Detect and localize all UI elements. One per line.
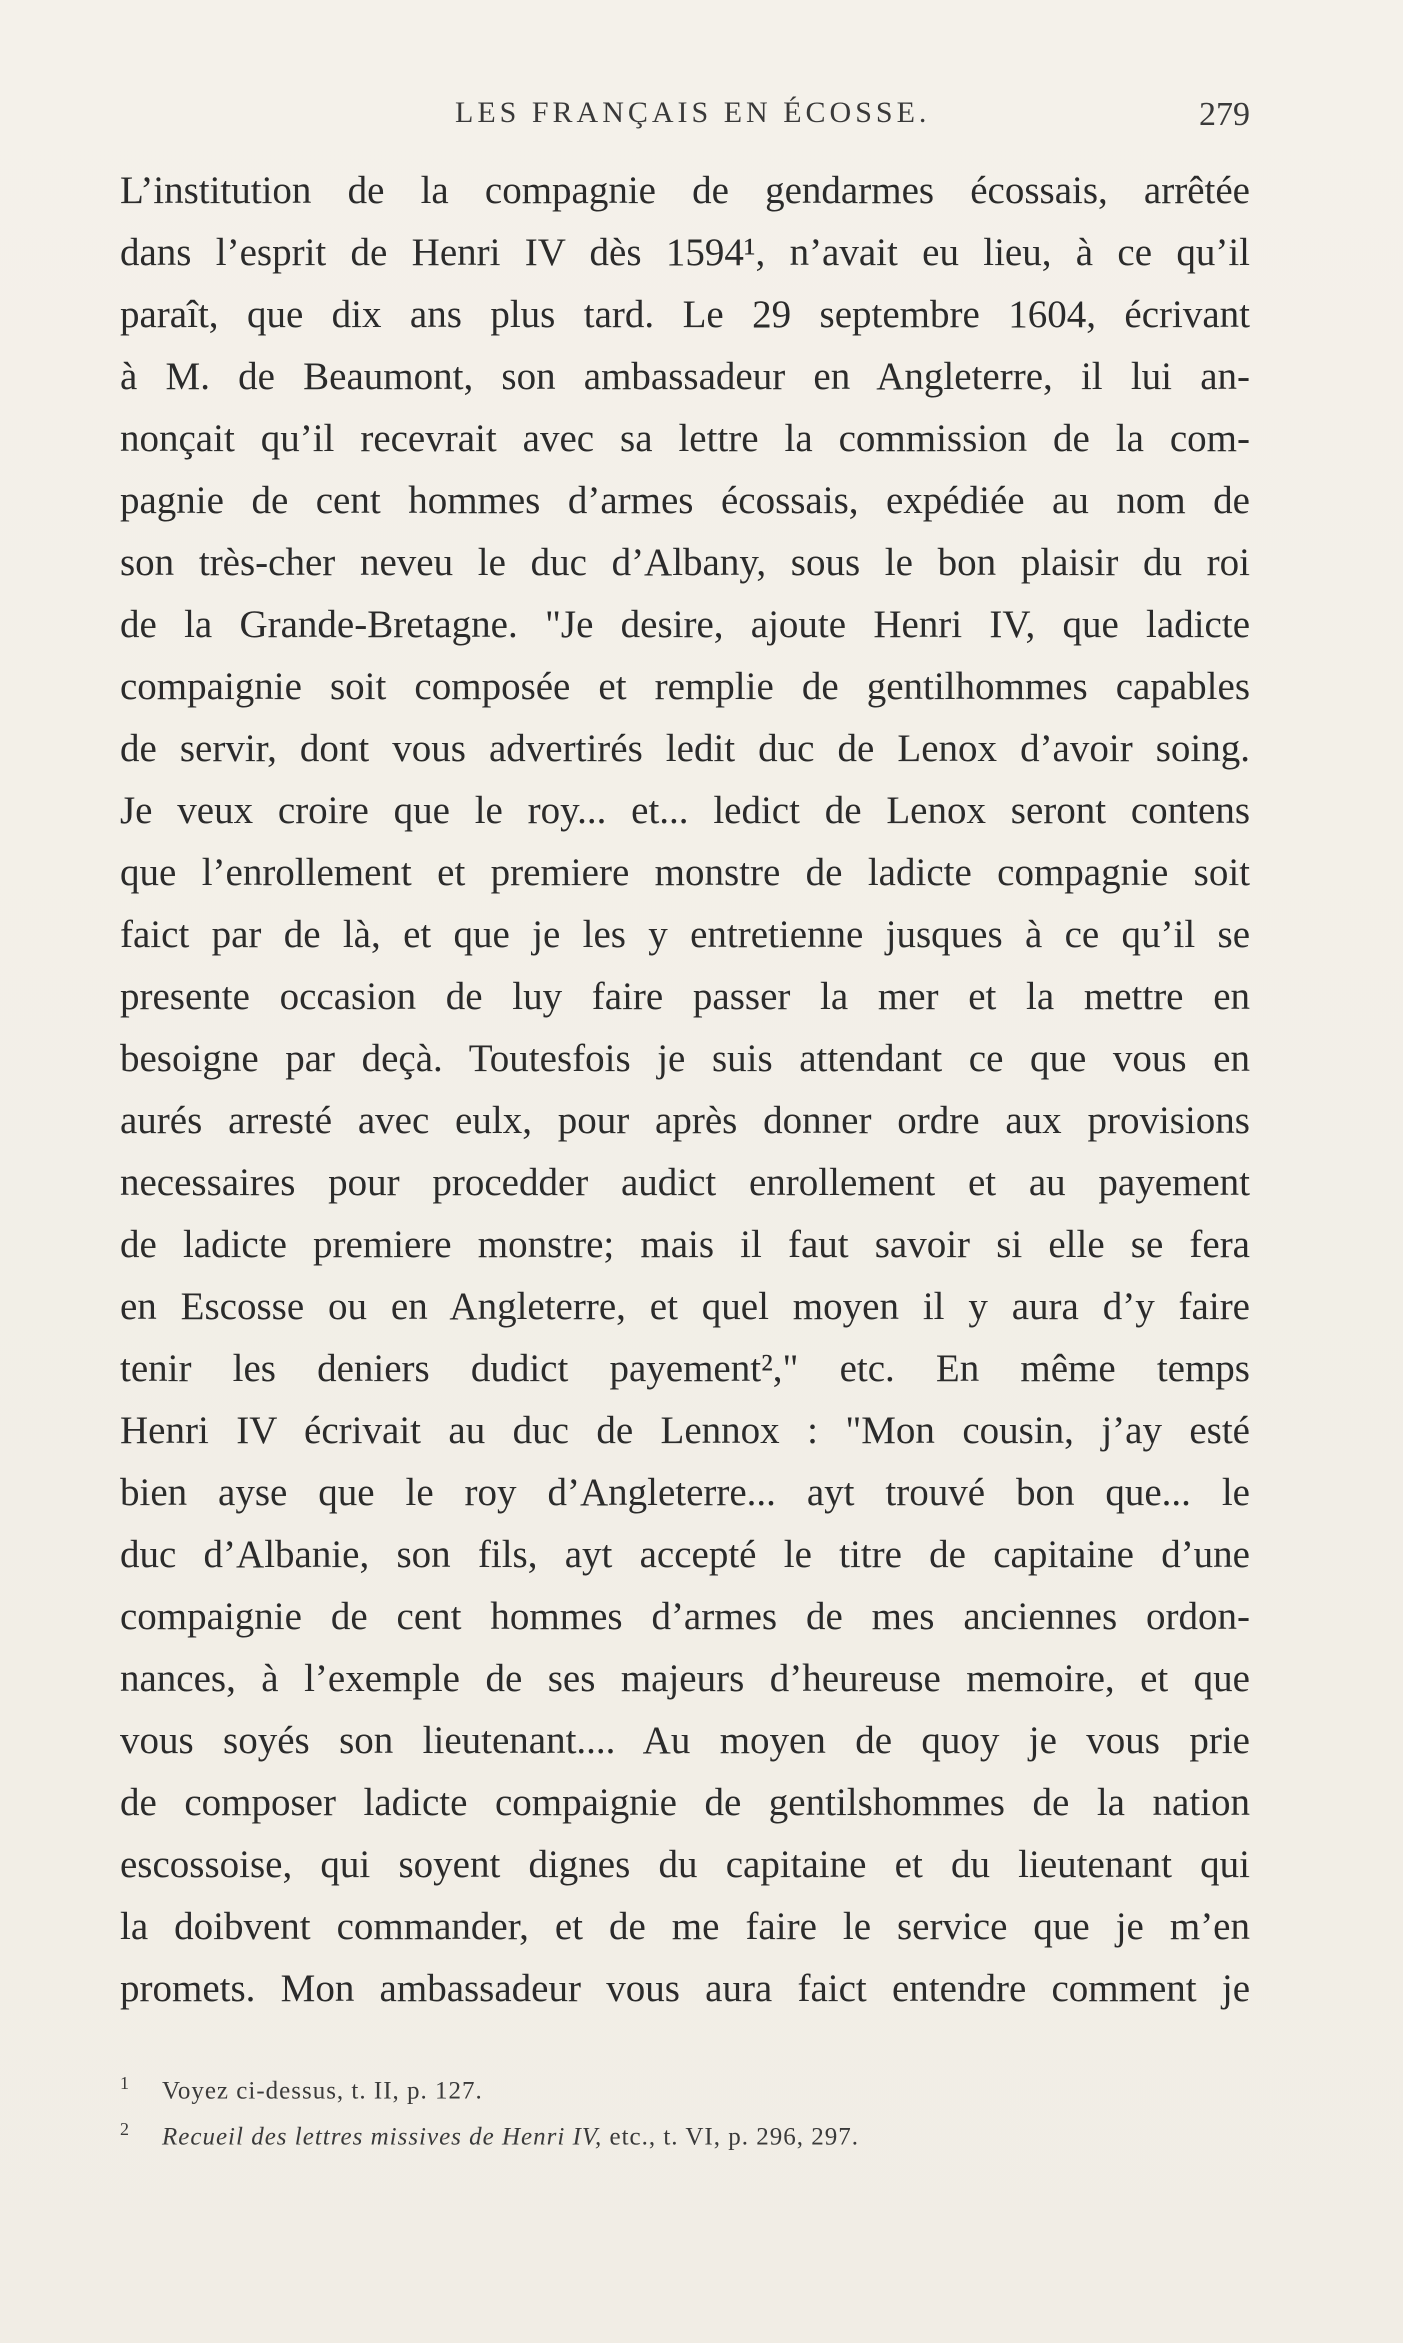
- text-line: presente occasion de luy faire passer la mer et la mettre en: [120, 975, 1250, 1018]
- text-line: aurés arresté avec eulx, pour après donner ordre aux provisions: [120, 1099, 1250, 1142]
- text-line: de servir, dont vous advertirés ledit duc de Lenox d’avoir soing.: [120, 727, 1250, 770]
- footnote-2: [120, 2110, 1250, 2156]
- footnote-mark: 2: [120, 2119, 130, 2140]
- footnotes: [120, 2064, 1250, 2157]
- text-line: compaignie soit composée et remplie de gentilhommes capables: [120, 665, 1250, 708]
- text-line: escossoise, qui soyent dignes du capitaine et du lieutenant qui: [120, 1843, 1250, 1886]
- text-line: nances, à l’exemple de ses majeurs d’heureuse memoire, et que: [120, 1657, 1250, 1700]
- text-line: Henri IV écrivait au duc de Lennox : "Mon cousin, j’ay esté: [120, 1409, 1250, 1452]
- footnote-text: etc., t. VI, p. 296, 297.: [602, 2123, 859, 2151]
- text-line: vous soyés son lieutenant.... Au moyen de quoy je vous prie: [120, 1719, 1250, 1762]
- text-line: paraît, que dix ans plus tard. Le 29 septembre 1604, écrivant: [120, 293, 1250, 336]
- text-line: nonçait qu’il recevrait avec sa lettre la commission de la com-: [120, 417, 1250, 460]
- text-line: à M. de Beaumont, son ambassadeur en Angleterre, il lui an-: [120, 355, 1250, 398]
- footnote-text: Voyez ci-dessus, t. II, p. 127.: [162, 2077, 483, 2105]
- footnote-mark: 1: [120, 2073, 130, 2093]
- text-line: promets. Mon ambassadeur vous aura faict entendre comment je: [120, 1967, 1250, 2010]
- body-text: [120, 160, 1250, 2020]
- text-line: dans l’esprit de Henri IV dès 1594¹, n’avait eu lieu, à ce qu’il: [120, 231, 1250, 274]
- text-line: la doibvent commander, et de me faire le service que je m’en: [120, 1905, 1250, 1948]
- text-line: L’institution de la compagnie de gendarmes écossais, arrêtée: [120, 169, 1250, 212]
- text-line: de ladicte premiere monstre; mais il faut savoir si elle se fera: [120, 1223, 1250, 1266]
- text-line: bien ayse que le roy d’Angleterre... ayt trouvé bon que... le: [120, 1471, 1250, 1514]
- text-line: necessaires pour procedder audict enrollement et au payement: [120, 1161, 1250, 1204]
- text-line: en Escosse ou en Angleterre, et quel moyen il y aura d’y faire: [120, 1285, 1250, 1328]
- text-line: besoigne par deçà. Toutesfois je suis attendant ce que vous en: [120, 1037, 1250, 1080]
- text-line: Je veux croire que le roy... et... ledict de Lenox seront contens: [120, 789, 1250, 832]
- footnote-title: Recueil des lettres missives de Henri IV,: [162, 2123, 603, 2151]
- running-head: [120, 96, 1250, 146]
- text-line: duc d’Albanie, son fils, ayt accepté le titre de capitaine d’une: [120, 1533, 1250, 1576]
- running-title: LES FRANÇAIS EN ÉCOSSE.: [455, 96, 931, 129]
- text-line: son très-cher neveu le duc d’Albany, sous le bon plaisir du roi: [120, 541, 1250, 584]
- footnote-1: [120, 2064, 1250, 2110]
- page-number: 279: [1199, 96, 1250, 133]
- text-line: que l’enrollement et premiere monstre de ladicte compagnie soit: [120, 851, 1250, 894]
- text-line: de composer ladicte compaignie de gentilshommes de la nation: [120, 1781, 1250, 1824]
- text-line: de la Grande-Bretagne. "Je desire, ajoute Henri IV, que ladicte: [120, 603, 1250, 646]
- text-line: tenir les deniers dudict payement²," etc. En même temps: [120, 1347, 1250, 1390]
- text-line: pagnie de cent hommes d’armes écossais, expédiée au nom de: [120, 479, 1250, 522]
- text-line: faict par de là, et que je les y entretienne jusques à ce qu’il se: [120, 913, 1250, 956]
- text-line: compaignie de cent hommes d’armes de mes anciennes ordon-: [120, 1595, 1250, 1638]
